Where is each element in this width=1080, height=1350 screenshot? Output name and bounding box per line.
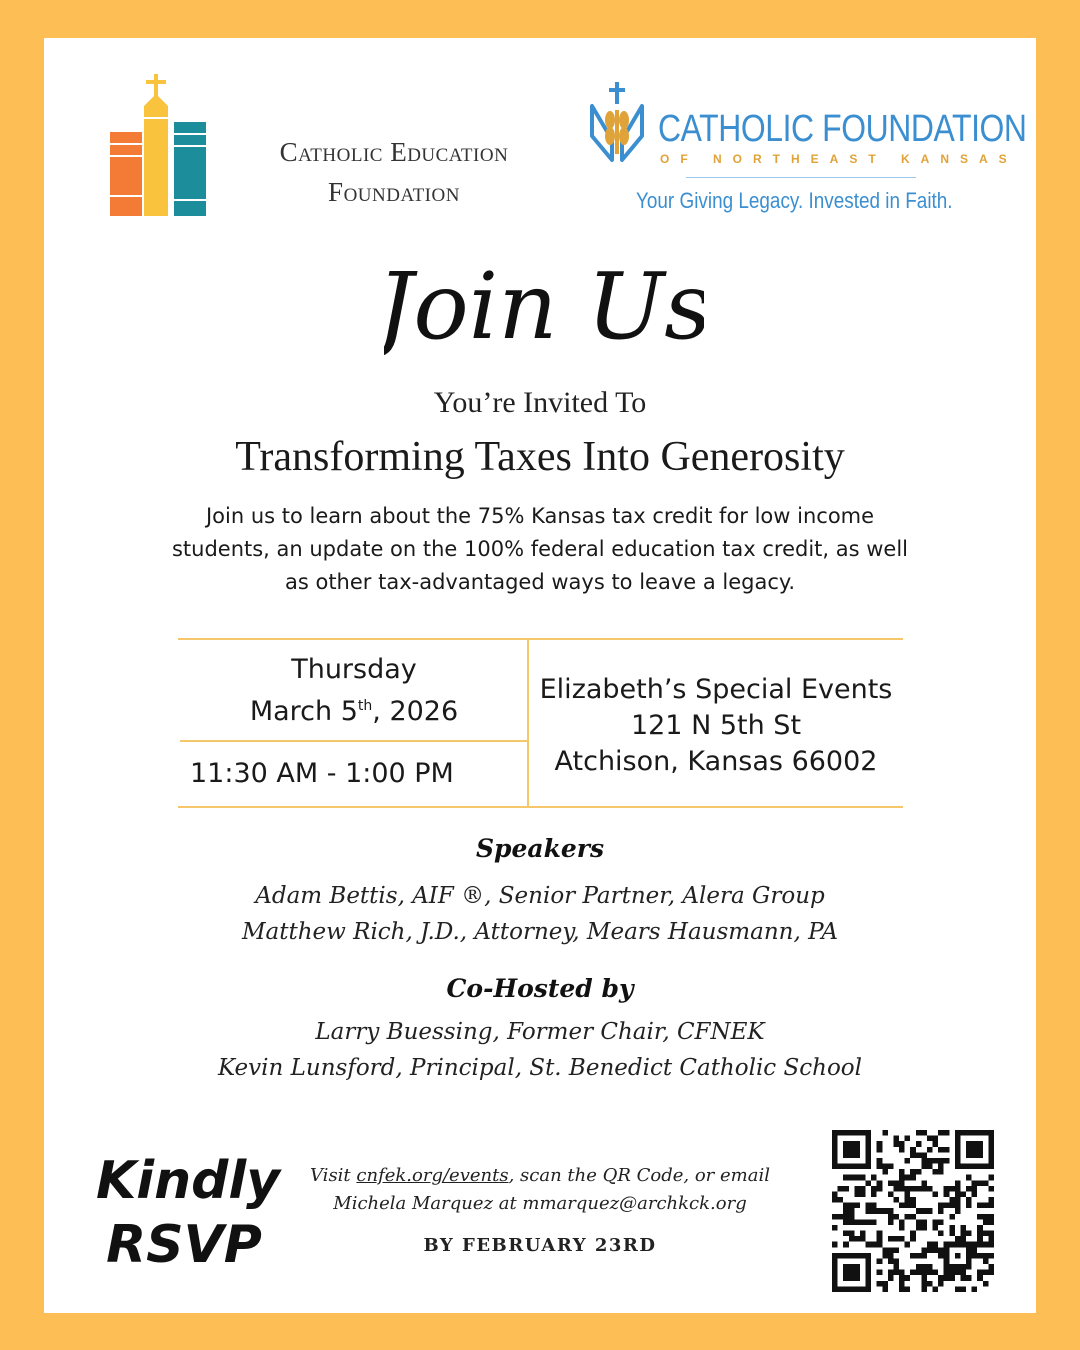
event-street: 121 N 5th St xyxy=(630,710,802,741)
cef-name-line2: Foundation xyxy=(328,177,460,207)
cohost-1: Larry Buessing, Former Chair, CFNEK xyxy=(315,1019,765,1045)
invitation-card xyxy=(44,38,1036,1313)
speaker-1: Adam Bettis, AIF ®, Senior Partner, Alera Group xyxy=(255,883,825,909)
rsvp-visit-line xyxy=(274,1162,806,1190)
rsvp-instructions xyxy=(274,1162,806,1218)
info-top-divider xyxy=(178,638,903,640)
kindly-rsvp-script-icon xyxy=(96,1136,286,1276)
event-description: Join us to learn about the 75% Kansas tax credit for low income students, an update on the 100% federal education tax credit, as well as other tax-advantaged ways to leave a legacy. xyxy=(171,504,909,594)
event-date-suffix: th xyxy=(357,698,373,714)
cfnek-logo xyxy=(586,80,1027,220)
join-us-script-icon xyxy=(384,246,704,396)
join-us-script-text: Join Us xyxy=(384,253,704,360)
event-time: 11:30 AM - 1:00 PM xyxy=(190,758,454,789)
cfnek-subtitle: OF NORTHEAST KANSAS xyxy=(660,152,1018,166)
speaker-2: Matthew Rich, J.D., Attorney, Mears Hausmann, PA xyxy=(241,919,839,945)
cfnek-title: CATHOLIC FOUNDATION xyxy=(658,108,1027,150)
cohosts-heading: Co-Hosted by xyxy=(446,974,634,1003)
event-date-line xyxy=(180,688,528,730)
info-bottom-divider xyxy=(178,806,903,808)
praying-hands-wheat-icon xyxy=(586,80,648,164)
rsvp-visit-suffix: , scan the QR Code, or email xyxy=(508,1165,770,1186)
event-date xyxy=(180,652,528,730)
qr-code-icon xyxy=(832,1130,994,1292)
rsvp-visit-prefix: Visit xyxy=(310,1165,357,1186)
rsvp-script-text: RSVP xyxy=(106,1215,262,1275)
event-city: Atchison, Kansas 66002 xyxy=(554,746,878,777)
kindly-script-text: Kindly xyxy=(96,1151,281,1211)
info-middle-divider xyxy=(180,740,528,742)
event-venue: Elizabeth’s Special Events xyxy=(539,674,893,705)
cef-books-cross-icon xyxy=(108,72,208,218)
cohost-2: Kevin Lunsford, Principal, St. Benedict Catholic School xyxy=(217,1055,863,1081)
event-month-day: March 5 xyxy=(249,696,358,727)
kindly-rsvp-script xyxy=(96,1136,286,1276)
rsvp-events-link[interactable]: cnfek.org/events xyxy=(356,1165,509,1186)
speakers-heading: Speakers xyxy=(475,834,605,863)
join-us-script xyxy=(384,246,704,396)
event-title: Transforming Taxes Into Generosity xyxy=(235,434,845,480)
rsvp-qr-code[interactable] xyxy=(832,1130,994,1292)
speakers-list xyxy=(44,878,1036,950)
event-year: , 2026 xyxy=(372,696,459,727)
cef-name xyxy=(234,132,554,212)
cef-logo xyxy=(108,72,208,218)
rsvp-deadline: BY FEBRUARY 23RD xyxy=(423,1235,657,1256)
cfnek-divider xyxy=(686,177,916,178)
event-day: Thursday xyxy=(291,654,417,685)
rsvp-contact: Michela Marquez at mmarquez@archkck.org xyxy=(333,1193,747,1214)
invited-to: You’re Invited To xyxy=(433,386,647,419)
cef-name-line1: Catholic Education xyxy=(279,137,509,167)
event-location xyxy=(528,672,904,780)
cfnek-tagline: Your Giving Legacy. Invested in Faith. xyxy=(636,188,953,213)
cohosts-list xyxy=(44,1014,1036,1086)
